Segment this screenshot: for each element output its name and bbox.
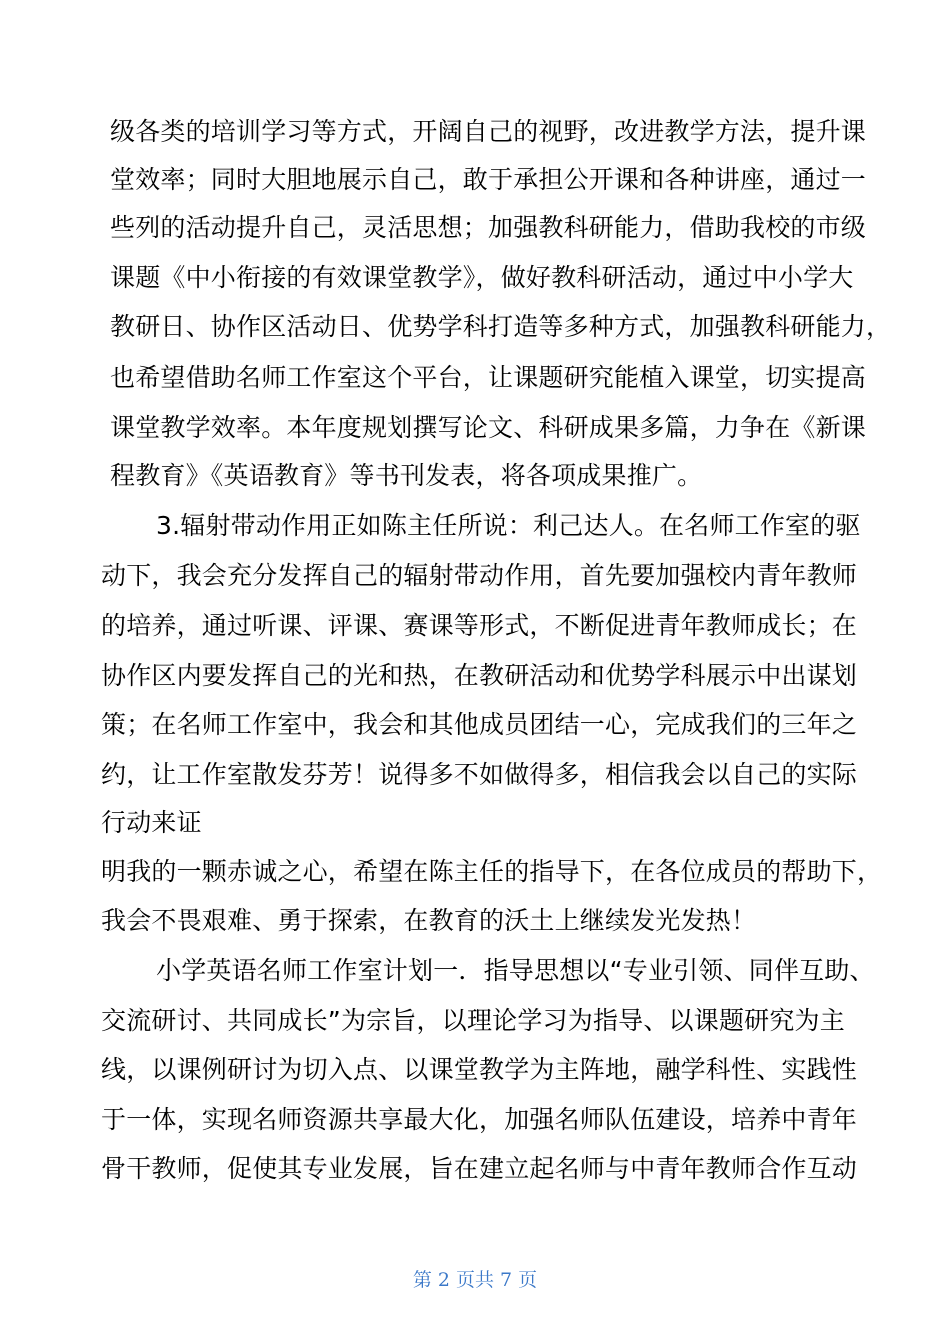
text-line: 协作区内要发挥自己的光和热，在教研活动和优势学科展示中出谋划 xyxy=(101,661,858,690)
text-line: 些列的活动提升自己，灵活思想；加强教科研能力，借助我校的市级 xyxy=(110,213,867,242)
paragraph-start-line: 3.辐射带动作用正如陈主任所说：利己达人。在名师工作室的驱 xyxy=(156,511,861,540)
text-line: 堂效率；同时大胆地展示自己，敢于承担公开课和各种讲座，通过一 xyxy=(110,165,867,194)
text-line: 也希望借助名师工作室这个平台，让课题研究能植入课堂，切实提高 xyxy=(110,363,867,392)
text-line: 动下，我会充分发挥自己的辐射带动作用，首先要加强校内青年教师 xyxy=(101,561,858,590)
text-line: 教研日、协作区活动日、优势学科打造等多种方式，加强教科研能力， xyxy=(110,312,892,341)
paragraph-start-line: 小学英语名师工作室计划一．指导思想以“专业引领、同伴互助、 xyxy=(156,956,875,985)
text-line: 课题《中小衔接的有效课堂教学》，做好教科研活动，通过中小学大 xyxy=(110,263,854,292)
page-number-footer: 第 2 页共 7 页 xyxy=(412,1269,538,1291)
text-line: 于一体，实现名师资源共享最大化，加强名师队伍建设，培养中青年 xyxy=(101,1105,858,1134)
text-line: 骨干教师，促使其专业发展，旨在建立起名师与中青年教师合作互动 xyxy=(101,1154,858,1183)
text-line: 交流研讨、共同成长”为宗旨，以理论学习为指导、以课题研究为主 xyxy=(101,1006,845,1035)
text-line: 级各类的培训学习等方式，开阔自己的视野，改进教学方法，提升课 xyxy=(110,117,867,146)
text-line: 策；在名师工作室中，我会和其他成员团结一心，完成我们的三年之 xyxy=(101,710,858,739)
text-line: 线，以课例研讨为切入点、以课堂教学为主阵地，融学科性、实践性 xyxy=(101,1055,858,1084)
text-line: 明我的一颗赤诚之心，希望在陈主任的指导下，在各位成员的帮助下， xyxy=(101,857,883,886)
text-line: 程教育》《英语教育》等书刊发表，将各项成果推广。 xyxy=(110,461,703,490)
text-line: 课堂教学效率。本年度规划撰写论文、科研成果多篇，力争在《新课 xyxy=(110,413,867,442)
text-line: 的培养，通过听课、评课、赛课等形式，不断促进青年教师成长；在 xyxy=(101,611,858,640)
text-line: 约，让工作室散发芬芳！说得多不如做得多，相信我会以自己的实际 xyxy=(101,760,858,789)
text-line: 行动来证 xyxy=(101,808,202,837)
text-line: 我会不畏艰难、勇于探索，在教育的沃土上继续发光发热！ xyxy=(101,906,757,935)
